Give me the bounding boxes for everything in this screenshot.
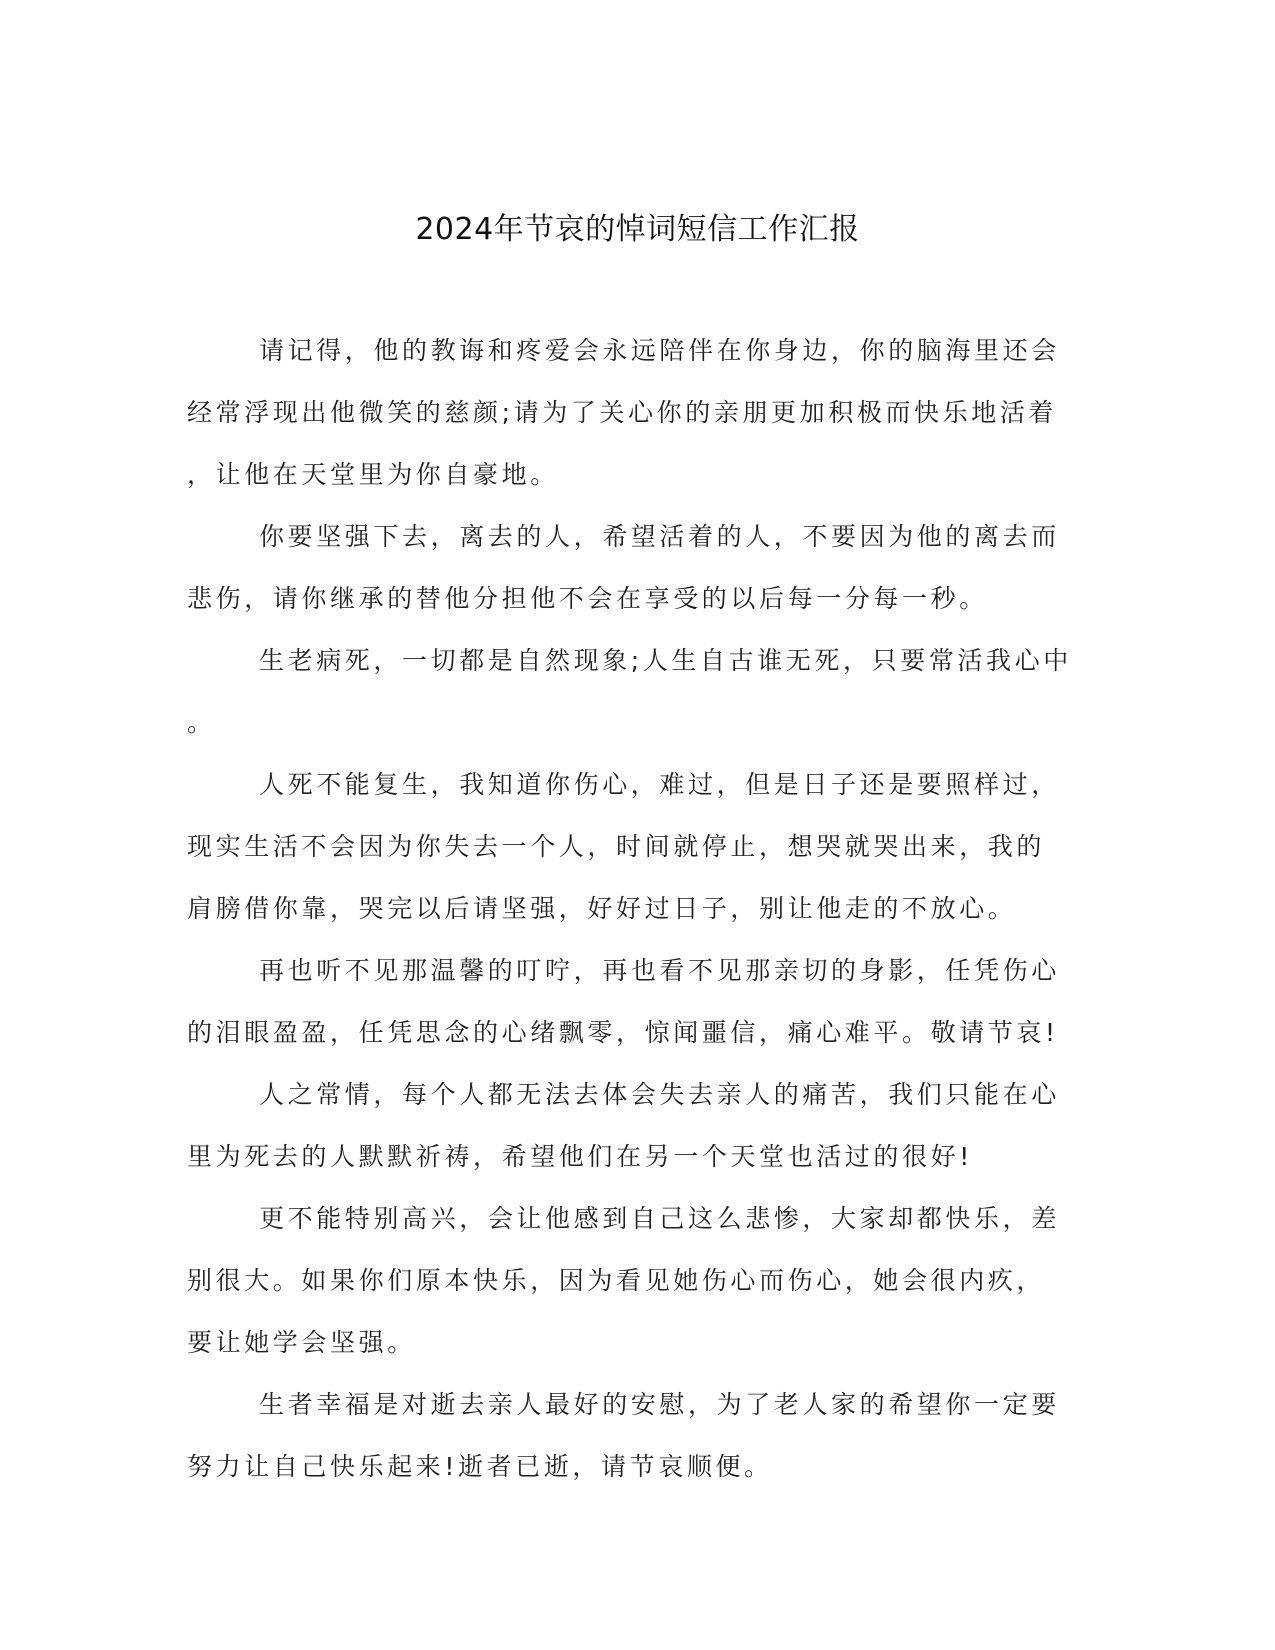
paragraph-line: 请记得，他的教诲和疼爱会永远陪伴在你身边，你的脑海里还会	[259, 336, 1060, 365]
paragraph-3	[187, 630, 1087, 754]
paragraph-line: 努力让自己快乐起来!逝者已逝，请节哀顺便。	[187, 1452, 773, 1481]
paragraph-line: 的泪眼盈盈，任凭思念的心绪飘零，惊闻噩信，痛心难平。敬请节哀!	[187, 1018, 1059, 1047]
paragraph-1	[187, 320, 1087, 506]
paragraph-line: 肩膀借你靠，哭完以后请坚强，好好过日子，别让他走的不放心。	[187, 894, 1017, 923]
paragraph-line: 里为死去的人默默祈祷，希望他们在另一个天堂也活过的很好!	[187, 1142, 973, 1171]
paragraph-7	[187, 1188, 1087, 1374]
paragraph-4	[187, 754, 1087, 940]
document-title: 2024年节哀的悼词短信工作汇报	[415, 212, 860, 247]
paragraph-8	[187, 1374, 1087, 1498]
paragraph-line: 现实生活不会因为你失去一个人，时间就停止，想哭就哭出来，我的	[187, 832, 1046, 861]
paragraph-line: 经常浮现出他微笑的慈颜;请为了关心你的亲朋更加积极而快乐地活着	[187, 398, 1058, 427]
paragraph-line: 更不能特别高兴，会让他感到自己这么悲惨，大家却都快乐，差	[259, 1204, 1060, 1233]
paragraph-line: 再也听不见那温馨的叮咛，再也看不见那亲切的身影，任凭伤心	[259, 956, 1060, 985]
paragraph-line: 人之常情，每个人都无法去体会失去亲人的痛苦，我们只能在心	[259, 1080, 1060, 1109]
document-body	[187, 320, 1087, 1498]
paragraph-line: 要让她学会坚强。	[187, 1328, 416, 1357]
paragraph-line: 人死不能复生，我知道你伤心，难过，但是日子还是要照样过，	[259, 770, 1060, 799]
paragraph-6	[187, 1064, 1087, 1188]
paragraph-line: 生者幸福是对逝去亲人最好的安慰，为了老人家的希望你一定要	[259, 1390, 1060, 1419]
paragraph-line: 生老病死，一切都是自然现象;人生自古谁无死，只要常活我心中	[259, 646, 1072, 675]
paragraph-line: ，让他在天堂里为你自豪地。	[187, 460, 559, 489]
paragraph-line: 。	[187, 708, 216, 737]
paragraph-line: 别很大。如果你们原本快乐，因为看见她伤心而伤心，她会很内疚，	[187, 1266, 1046, 1295]
paragraph-5	[187, 940, 1087, 1064]
paragraph-line: 你要坚强下去，离去的人，希望活着的人，不要因为他的离去而	[259, 522, 1060, 551]
paragraph-2	[187, 506, 1087, 630]
paragraph-line: 悲伤，请你继承的替他分担他不会在享受的以后每一分每一秒。	[187, 584, 988, 613]
